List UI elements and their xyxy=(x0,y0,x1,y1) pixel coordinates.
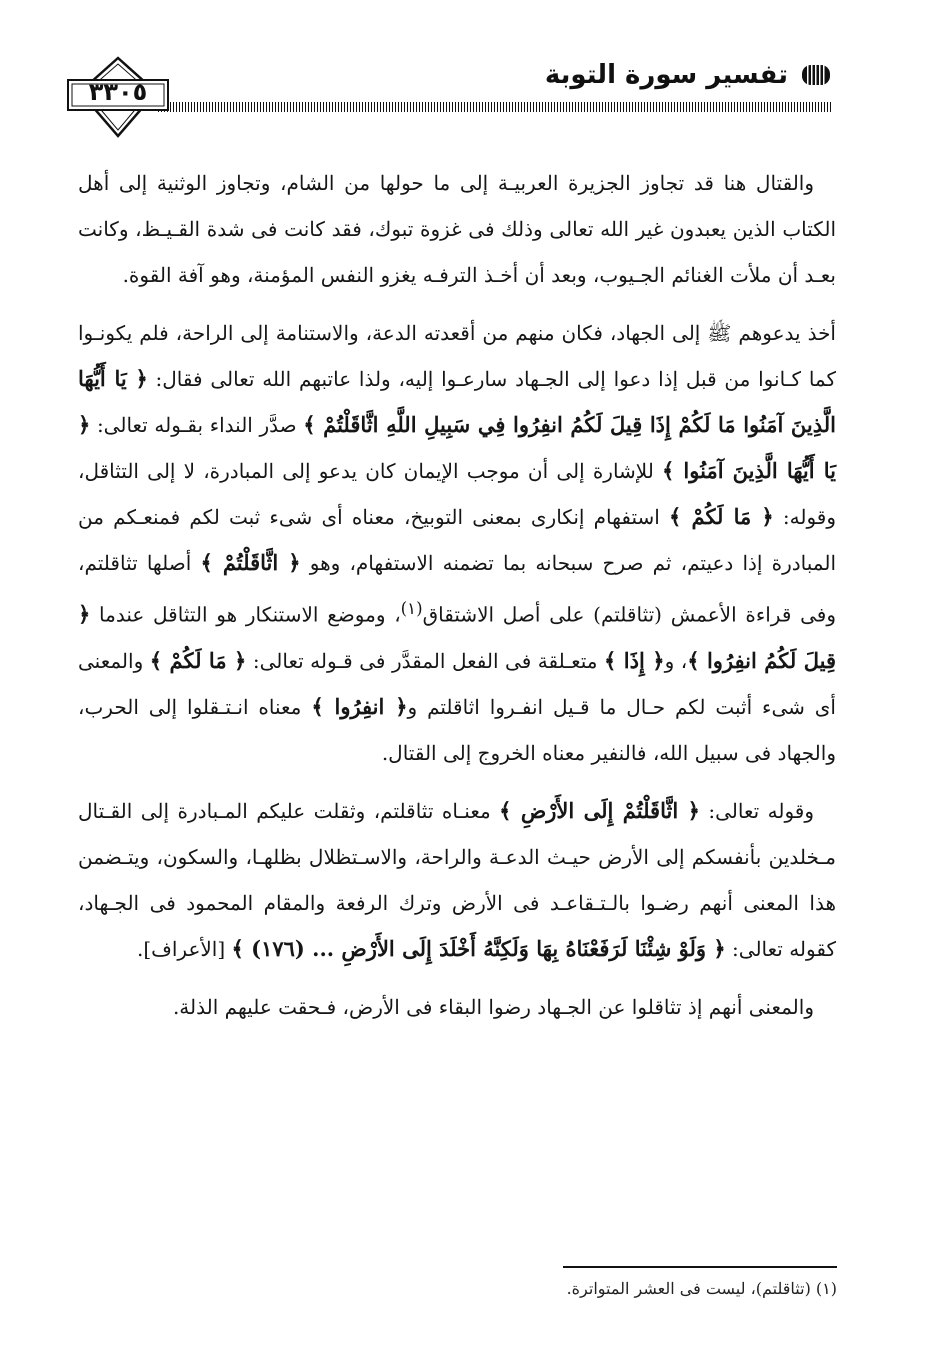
surah-reference: [الأعراف]. xyxy=(136,936,232,961)
paragraph-2 xyxy=(78,310,836,776)
quran-verse: ﴿ اثَّاقَلْتُمْ ﴾ xyxy=(200,550,301,575)
quran-verse: ﴿ اثَّاقَلْتُمْ إِلَى الأَرْضِ ﴾ xyxy=(499,797,700,823)
header-rule xyxy=(158,102,832,112)
page-header xyxy=(66,52,832,142)
quran-verse: ﴿ مَا لَكُمْ ﴾ xyxy=(669,504,774,529)
paragraph-text: أخذ يدعوهم ﷺ إلى الجهاد، فكان منهم من أقعدته الدعة، والاستنامة إلى الراحة، فلم يكونـوا كما كـانوا من قبل إذا دعوا إلى الجـهاد سارعـوا إليه، ولذا عاتبهم الله تعالى فقال: xyxy=(78,321,836,391)
quran-verse: ﴿ إِذَا ﴾ xyxy=(604,647,665,673)
paragraph-text: معنـاه تثاقلتم، وثقلت عليكم المـبادرة إلى القـتال مـخلدين بأنفسكم إلى الأرض حيـث الدعـة والراحة، والاسـتظلال بظلهـا، والسكون، ويتـضمن هذا المعنى أنهم رضـوا بالـتـقاعـد فى الأرض وترك الرفعة والمقام المحمود فى الجـهاد، كقوله تعالى: xyxy=(78,798,836,961)
paragraph-text: وقوله تعالى: xyxy=(699,798,815,823)
paragraph-text: ، و xyxy=(664,648,688,673)
quran-verse: ﴿ قِيلَ لَكُمُ انفِرُوا ﴾ xyxy=(78,601,836,673)
paragraph-1: والقتال هنا قد تجاوز الجزيرة العربيـة إلى ما حولها من الشام، وتجاوز الوثنية إلى أهل الكتاب الذين يعبدون غير الله تعالى وذلك فى غزوة تبوك، فقد كانت فى شدة القـيـظ، وكانت بعـد أن ملأت الغنائم الجـيوب، وبعد أن أخـذ الترفـه يغزو النفس المؤمنة، وهو آفة القوة. xyxy=(78,171,836,287)
footnote-marker: (١) xyxy=(400,599,423,618)
paragraph-text: معناه انـتـقلوا إلى الحرب، والجهاد فى سبيل الله، فالنفير معناه الخروج إلى القتال. xyxy=(78,694,836,765)
quran-verse: ﴿ يَا أَيُّهَا الَّذِينَ آمَنُوا مَا لَكُمْ إِذَا قِيلَ لَكُمُ انفِرُوا فِي سَبِيلِ اللَّهِ اثَّاقَلْتُمْ ﴾ xyxy=(78,366,836,437)
paragraph-text: استفهام إنكارى بمعنى التوبيخ، معناه أى شىء ثبت لكم فمنعـكم من المبادرة إذا دعيتم، ثم صرح سبحانه بما تضمنه الاستفهام، وهو xyxy=(78,505,836,575)
quran-verse: ﴿ مَا لَكُمْ ﴾ xyxy=(149,647,247,673)
paragraph-text: أصلها تثاقلتم، وفى قراءة الأعمش (تثاقلتم) على أصل الاشتقاق xyxy=(78,551,836,627)
footnote: (١) (تثاقلتم)، ليست فى العشر المتواترة. xyxy=(566,1279,837,1298)
paragraph-text: صدَّر النداء بقـوله تعالى: xyxy=(90,413,304,437)
ornament-icon xyxy=(800,62,832,88)
page-title: تفسير سورة التوبة xyxy=(544,60,788,90)
quran-verse: ﴿ انفِرُوا ﴾ xyxy=(311,693,408,719)
quran-verse: ﴿ يَا أَيُّهَا الَّذِينَ آمَنُوا ﴾ xyxy=(78,412,836,483)
paragraph-3 xyxy=(78,788,836,972)
footnote-rule xyxy=(563,1266,837,1268)
page-number-badge xyxy=(66,52,170,142)
quran-verse: ﴿ وَلَوْ شِئْنَا لَرَفَعْنَاهُ بِهَا وَلَكِنَّهُ أَخْلَدَ إِلَى الأَرْضِ ... (١٧٦) ﴾ xyxy=(231,935,726,961)
paragraph-text: ، وموضع الاستنكار هو التثاقل عندما xyxy=(90,602,401,627)
paragraph-4: والمعنى أنهم إذ تثاقلوا عن الجـهاد رضوا البقاء فى الأرض، فـحقت عليهم الذلة. xyxy=(172,994,814,1019)
page-body xyxy=(78,160,836,1042)
page-number: ٣٣٠٥ xyxy=(88,78,148,106)
paragraph-text: للإشارة إلى أن موجب الإيمان كان يدعو إلى المبادرة، لا إلى التثاقل، وقوله: xyxy=(78,459,837,529)
paragraph-text: والمعنى أى شىء أثبت لكم حـال ما قـيل انفـروا اثاقلتم و xyxy=(78,648,836,719)
paragraph-text: متعـلقة فى الفعل المقدَّر فى قـوله تعالى: xyxy=(246,648,604,673)
